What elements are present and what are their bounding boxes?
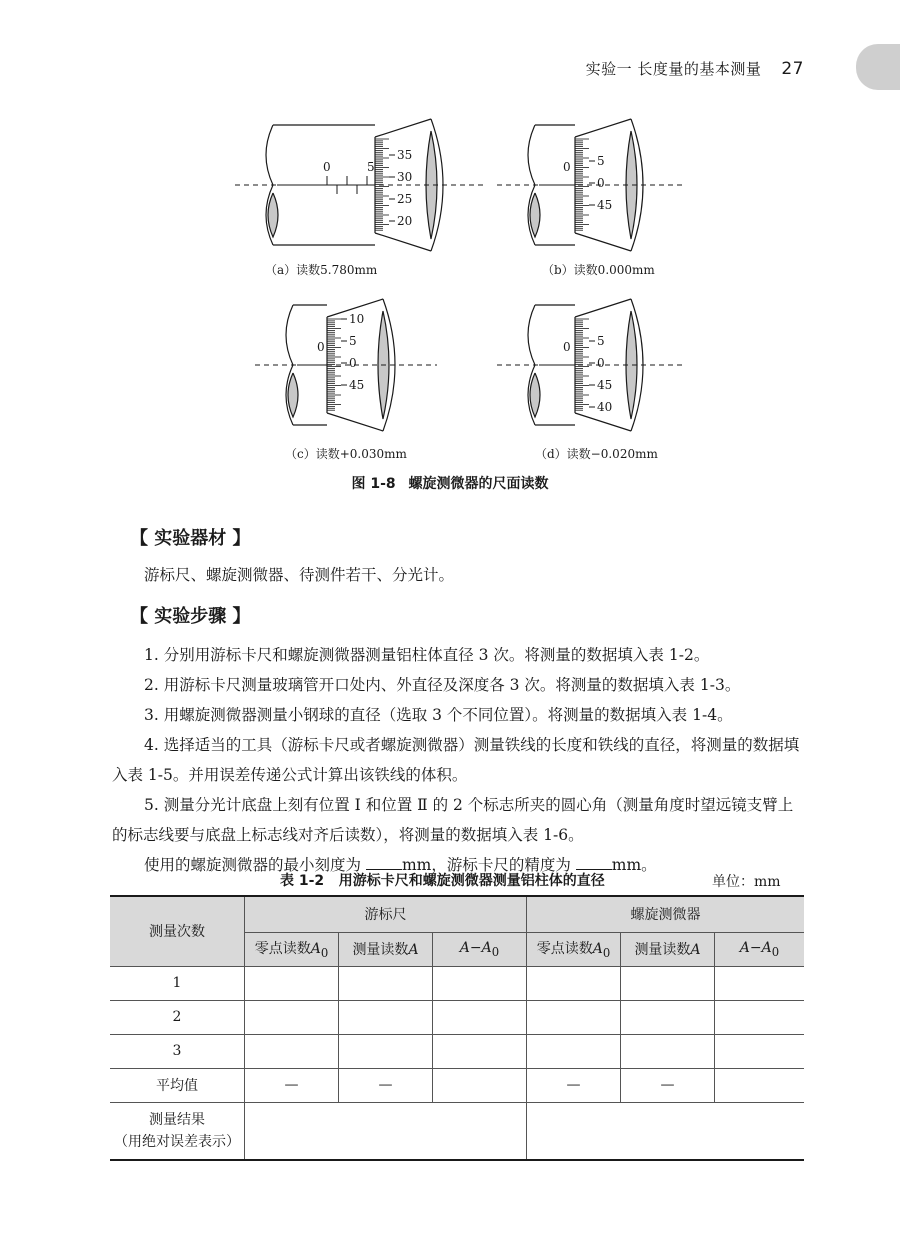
precision-text-1: 使用的螺旋测微器的最小刻度为 bbox=[144, 856, 366, 874]
step-1: 1. 分别用游标卡尺和螺旋测微器测量铝柱体直径 3 次。将测量的数据填入表 1-2。 bbox=[144, 646, 710, 664]
main-scale-label: 0 bbox=[317, 340, 325, 354]
main-scale-label: 0 bbox=[563, 160, 571, 174]
thimble-label: 0 bbox=[597, 176, 605, 190]
thimble-label: 5 bbox=[597, 154, 605, 168]
sub-diff-2: $A-A_0$ bbox=[715, 932, 805, 966]
table-title-text: 用游标卡尺和螺旋测微器测量铝柱体的直径 bbox=[338, 873, 605, 889]
materials-paragraph: 游标尺、螺旋测微器、待测件若干、分光计。 bbox=[144, 566, 455, 584]
result-label: 测量结果 （用绝对误差表示） bbox=[110, 1102, 245, 1160]
step-5: 5. 测量分光计底盘上刻有位置 Ⅰ 和位置 Ⅱ 的 2 个标志所夹的圆心角（测量角度时望远镜支臂上的标志线要与底盘上标志线对齐后读数），将测量的数据填入表 1-6。 bbox=[112, 796, 794, 844]
table-row bbox=[110, 1102, 804, 1160]
thimble-label: 40 bbox=[597, 400, 613, 414]
figure-title-text: 螺旋测微器的尺面读数 bbox=[408, 476, 549, 492]
measurement-table bbox=[110, 895, 804, 1161]
thimble-label: 35 bbox=[397, 148, 413, 162]
table-row bbox=[110, 1034, 804, 1068]
sub-meas-2: 测量读数A bbox=[621, 932, 715, 966]
sub-meas-1: 测量读数A bbox=[339, 932, 433, 966]
figure-title bbox=[0, 473, 900, 493]
materials-text bbox=[112, 560, 802, 590]
table-unit: 单位：mm bbox=[712, 874, 781, 890]
step-2: 2. 用游标卡尺测量玻璃管开口处内、外直径及深度各 3 次。将测量的数据填入表 1-3。 bbox=[144, 676, 741, 694]
group-vernier: 游标尺 bbox=[245, 896, 527, 932]
table-title bbox=[280, 870, 605, 890]
group-micrometer: 螺旋测微器 bbox=[527, 896, 805, 932]
thimble-label: 45 bbox=[597, 198, 613, 212]
thimble-label: 0 bbox=[349, 356, 357, 370]
micrometer-panel bbox=[497, 299, 685, 431]
main-scale-label: 5 bbox=[367, 160, 375, 174]
caption-a: （a）读数5.780mm bbox=[265, 263, 378, 277]
dash-cell: — bbox=[621, 1068, 715, 1102]
table-row bbox=[110, 1000, 804, 1034]
dash-cell: — bbox=[339, 1068, 433, 1102]
thimble-label: 0 bbox=[597, 356, 605, 370]
blank-caliper bbox=[576, 855, 612, 870]
sub-diff-1: $A-A_0$ bbox=[433, 932, 527, 966]
steps-heading: 【 实验步骤 】 bbox=[130, 606, 251, 627]
row-label: 1 bbox=[110, 966, 245, 1000]
row-label: 平均值 bbox=[110, 1068, 245, 1102]
sub-zero-2: 零点读数$A_0$ bbox=[527, 932, 621, 966]
blank-micrometer bbox=[366, 855, 402, 870]
thimble-label: 25 bbox=[397, 192, 413, 206]
table-row bbox=[110, 1068, 804, 1102]
micrometer-figure bbox=[225, 105, 685, 505]
thimble-label: 45 bbox=[597, 378, 613, 392]
precision-text-2: mm，游标卡尺的精度为 bbox=[401, 856, 576, 874]
step-3: 3. 用螺旋测微器测量小钢球的直径（选取 3 个不同位置）。将测量的数据填入表 1-4。 bbox=[144, 706, 733, 724]
precision-text-3: mm。 bbox=[611, 856, 657, 874]
page-header bbox=[586, 58, 804, 79]
thimble-label: 30 bbox=[397, 170, 413, 184]
dash-cell: — bbox=[245, 1068, 339, 1102]
thimble-label: 5 bbox=[349, 334, 357, 348]
thimble-label: 20 bbox=[397, 214, 413, 228]
table-row bbox=[110, 966, 804, 1000]
table-label: 表 1-2 bbox=[280, 873, 325, 889]
row-label: 3 bbox=[110, 1034, 245, 1068]
micrometer-panel bbox=[255, 299, 437, 431]
corner-header: 测量次数 bbox=[110, 896, 245, 966]
thimble-label: 45 bbox=[349, 378, 365, 392]
dash-cell: — bbox=[527, 1068, 621, 1102]
thimble-label: 10 bbox=[349, 312, 365, 326]
figure-label: 图 1-8 bbox=[351, 476, 396, 492]
page-number: 27 bbox=[781, 59, 804, 79]
steps-list bbox=[112, 640, 802, 880]
micrometer-panel bbox=[235, 119, 485, 251]
caption-b: （b）读数0.000mm bbox=[542, 263, 655, 277]
micrometer-panel bbox=[497, 119, 685, 251]
page-edge-tab bbox=[856, 44, 900, 90]
caption-c: （c）读数+0.030mm bbox=[285, 447, 407, 461]
main-scale-label: 0 bbox=[323, 160, 331, 174]
step-4: 4. 选择适当的工具（游标卡尺或者螺旋测微器）测量铁线的长度和铁线的直径，将测量的数据填入表 1-5。并用误差传递公式计算出该铁线的体积。 bbox=[112, 736, 800, 784]
row-label: 2 bbox=[110, 1000, 245, 1034]
caption-d: （d）读数−0.020mm bbox=[535, 447, 658, 461]
main-scale-label: 0 bbox=[563, 340, 571, 354]
thimble-label: 5 bbox=[597, 334, 605, 348]
sub-zero-1: 零点读数$A_0$ bbox=[245, 932, 339, 966]
chapter-title: 实验一 长度量的基本测量 bbox=[585, 60, 762, 78]
materials-heading: 【 实验器材 】 bbox=[130, 528, 251, 549]
